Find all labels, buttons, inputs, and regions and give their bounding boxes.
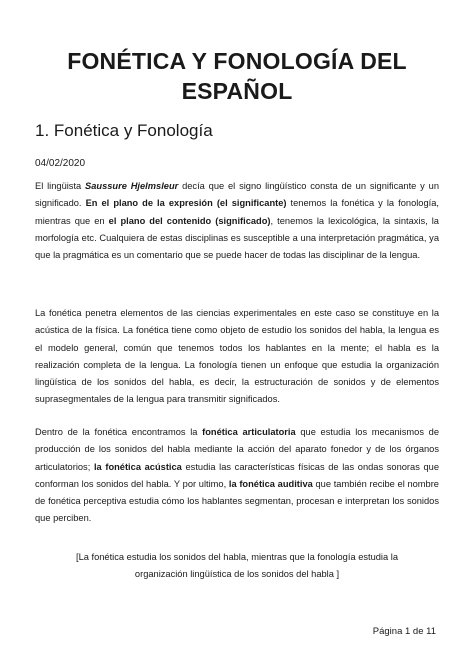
paragraph-ramas-fonetica: [35, 424, 439, 528]
quote-line-2: organización lingüística de los sonidos del habla ]: [134, 569, 340, 580]
p1-bold-contenido: el plano del contenido (significado): [108, 215, 271, 226]
p1-text-7: , tenemos la lexicológica, la sintaxis, la morfología etc. Cualquiera de estas disciplinas es susceptible a una interpretación pragmática, ya que la pragmática es un comentario que se puede hacer de todas las disciplinar de la lengua.: [35, 215, 439, 261]
p3-text-3: que estudia los mecanismos de producción de los sonidos del habla mediante la acción del aparato fonedor y de los órganos articulatorios;: [35, 427, 439, 472]
summary-quote: [35, 549, 439, 584]
p1-bold-expresion: En el plano de la expresión (el significante): [85, 198, 287, 209]
document-title: FONÉTICA Y FONOLOGÍA DEL ESPAÑOL: [67, 48, 407, 104]
p3-bold-auditiva: la fonética auditiva: [228, 478, 313, 489]
paragraph-fonetica-fonologia: La fonética penetra elementos de las ciencias experimentales en este caso se constituye en la acústica de la física. La fonética tiene como objeto de estudio los sonidos del habla, la lengua es el modelo general, común que tenemos todos los hablantes en la mente; el habla es la realización completa de la lengua. La fonología tienen un enfoque que estudia la organización lingüística de los sonidos del habla, es decir, la estructuración de sonidos y de elementos suprasegmentales de la lengua para transmitir significados.: [35, 308, 439, 405]
quote-line-1: [La fonética estudia los sonidos del habla, mientras que la fonología estudia la: [76, 552, 398, 562]
p1-author-name: Saussure Hjelmsleur: [85, 181, 179, 191]
p3-text-7: que también recibe el nombre de fonética perceptiva estudia cómo los hablantes segmentan, procesan e interpretan los sonidos que perciben.: [35, 478, 439, 524]
p3-text-5: estudia las características físicas de las ondas sonoras que conforman los sonidos del habla. Y por ultimo,: [35, 461, 439, 489]
section-heading: 1. Fonética y Fonología: [35, 121, 213, 140]
p3-text-1: Dentro de la fonética encontramos la: [35, 427, 203, 437]
p1-text-5: tenemos la fonética y la fonología, mientras que en: [35, 198, 439, 226]
page-number: Página 1 de 11: [372, 626, 436, 637]
paragraph-signo-linguistico: [35, 178, 439, 264]
p3-bold-acustica: la fonética acústica: [93, 461, 182, 472]
p1-text-1: El lingüista: [35, 181, 86, 191]
document-date: 04/02/2020: [35, 158, 86, 169]
p3-bold-articulatoria: fonética articulatoria: [202, 427, 296, 437]
p1-text-3: decía que el signo lingüístico consta de un significante y un significado.: [35, 181, 439, 209]
